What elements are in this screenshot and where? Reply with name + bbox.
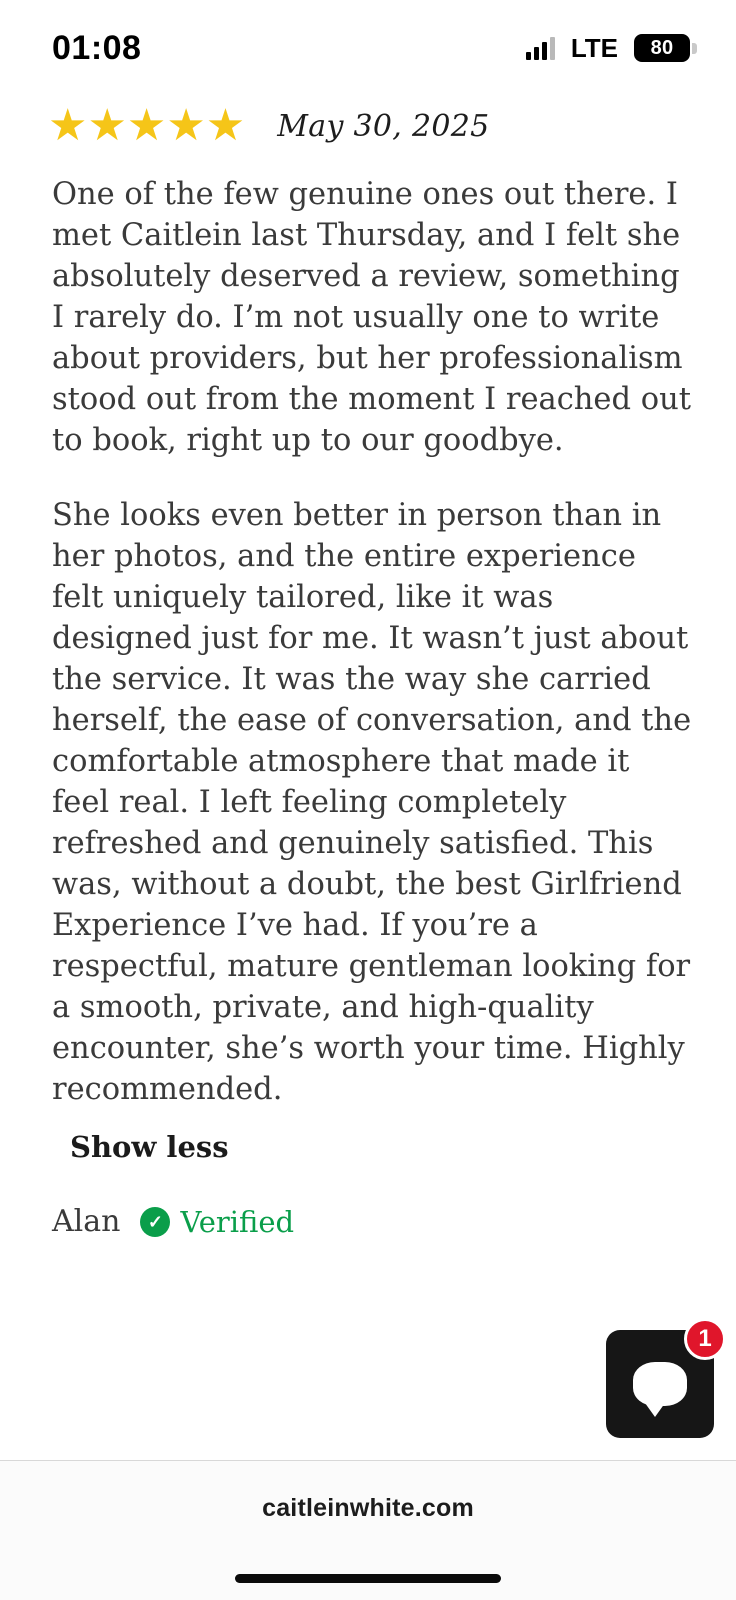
show-less-toggle[interactable]: Show less [70,1130,229,1164]
review-card [0,96,736,1460]
cellular-signal-icon [526,36,555,60]
status-bar [0,0,736,96]
chat-widget-button[interactable] [606,1325,714,1438]
star-rating-icon: ★★★★★ [48,101,246,150]
check-circle-icon: ✓ [140,1207,170,1237]
home-indicator[interactable] [235,1574,501,1583]
verified-label: Verified [180,1204,295,1239]
reviewer-name: Alan [52,1204,121,1239]
home-indicator-area [0,1556,736,1600]
review-date: May 30, 2025 [277,108,490,144]
battery-level-label: 80 [650,36,674,59]
url-label: caitleinwhite.com [262,1494,474,1522]
chat-bubble-icon [633,1362,687,1406]
battery-icon [634,34,690,62]
review-paragraph: She looks even better in person than in her photos, and the entire experience felt uniquely tailored, like it was designed just for me. It wasn’t just about the service. It was the way she carried herself, the ease of conversation, and the comfortable atmosphere that made it feel real. I left feeling completely refreshed and genuinely satisfied. This was, without a doubt, the best Girlfriend Experience I’ve had. If you’re a respectful, mature gentleman looking for a smooth, private, and high-quality encounter, she’s worth your time. Highly recommended. [52,498,692,1107]
chat-unread-badge: 1 [684,1318,726,1360]
review-header [48,96,696,148]
status-indicators [526,33,690,64]
status-time: 01:08 [52,28,142,67]
browser-address-bar[interactable] [0,1460,736,1556]
reviewer-info [48,1204,696,1239]
status-badge [140,1205,294,1239]
network-type-label: LTE [570,32,618,63]
review-paragraph: One of the few genuine ones out there. I met Caitlein last Thursday, and I felt she absolutely deserved a review, something I rarely do. I’m not usually one to write about providers, but her professionalism stood out from the moment I reached out to book, right up to our goodbye. [52,177,691,458]
review-text [48,174,696,1110]
